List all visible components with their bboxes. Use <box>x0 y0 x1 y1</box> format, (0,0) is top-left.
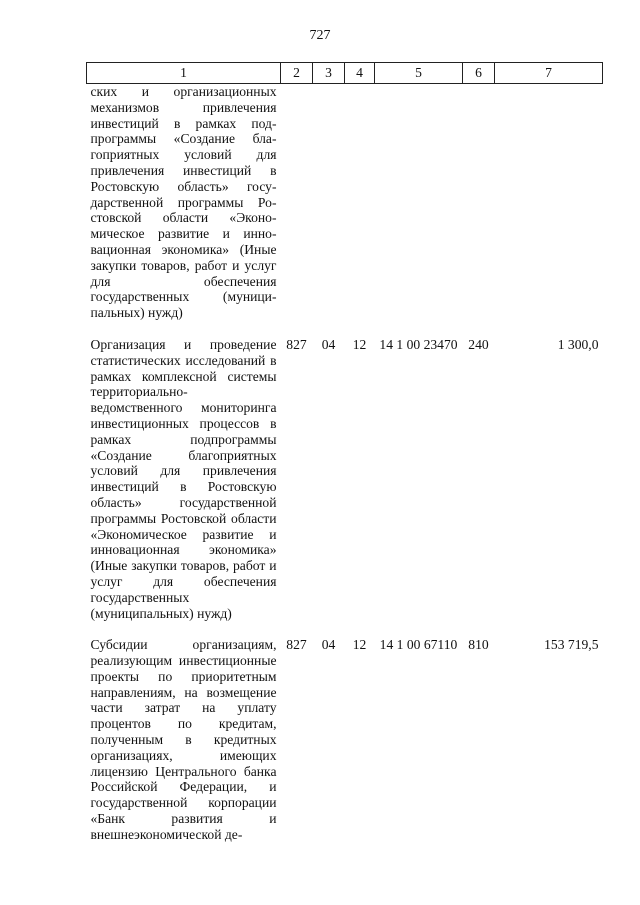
row-description: ских и организационных механизмов привлечения инвестиций в рамках подпрограммы «Создание благоприятных условий для привлечения инвестиций в Ростовскую область» государственной программы Ростовской области «Экономическое развитие и инновационная экономика» (Иные закупки товаров, работ и услуг для обеспечения государственных (муниципальных) нужд) <box>90 84 277 321</box>
table-row <box>87 637 603 858</box>
cell-ministry <box>281 84 313 337</box>
column-header-1: 1 <box>87 63 281 84</box>
page-number: 727 <box>309 28 331 43</box>
cell-ministry: 827 <box>286 336 307 352</box>
cell-expense-type: 810 <box>468 637 489 653</box>
column-header-6: 6 <box>463 63 495 84</box>
cell-target-article <box>375 84 463 337</box>
cell-amount <box>495 84 603 337</box>
cell-section: 04 <box>321 637 336 653</box>
cell-target-article: 14 1 00 23470 <box>379 336 458 352</box>
cell-subsection <box>345 84 375 337</box>
table-row <box>87 337 603 637</box>
cell-ministry: 827 <box>286 637 307 653</box>
table-row <box>87 84 603 337</box>
cell-target-article: 14 1 00 67110 <box>379 637 458 653</box>
cell-expense-type: 240 <box>468 336 489 352</box>
cell-section <box>313 84 345 337</box>
column-header-4: 4 <box>345 63 375 84</box>
cell-section: 04 <box>321 336 336 352</box>
column-header-7: 7 <box>495 63 603 84</box>
cell-subsection: 12 <box>352 336 367 352</box>
cell-expense-type <box>463 84 495 337</box>
cell-amount: 1 300,0 <box>557 336 599 352</box>
header-row <box>87 63 603 84</box>
row-description: Субсидии организациям, реализующим инвестиционные проекты по приоритетным направлениям, на возмещение части затрат на уплату процентов по кредитам, полученным в кредитных организациях, имеющих лицензию Центрального банка Российской Федерации, и государственной корпорации «Банк развития и внешнеэкономической де- <box>90 637 277 842</box>
column-header-5: 5 <box>375 63 463 84</box>
column-header-3: 3 <box>313 63 345 84</box>
row-description: Организация и проведение статистических исследований в рамках комплексной системы территориально-ведомственного мониторинга инвестиционных процессов в рамках подпрограммы «Создание благоприятных условий для привлечения инвестиций в Ростовскую область» государственной программы Ростовской области «Экономическое развитие и инновационная экономика» (Иные закупки товаров, работ и услуг для обеспечения государственных (муниципальных) нужд) <box>90 336 277 621</box>
cell-amount: 153 719,5 <box>544 637 599 653</box>
budget-table <box>86 62 603 859</box>
cell-subsection: 12 <box>352 637 367 653</box>
column-header-2: 2 <box>281 63 313 84</box>
